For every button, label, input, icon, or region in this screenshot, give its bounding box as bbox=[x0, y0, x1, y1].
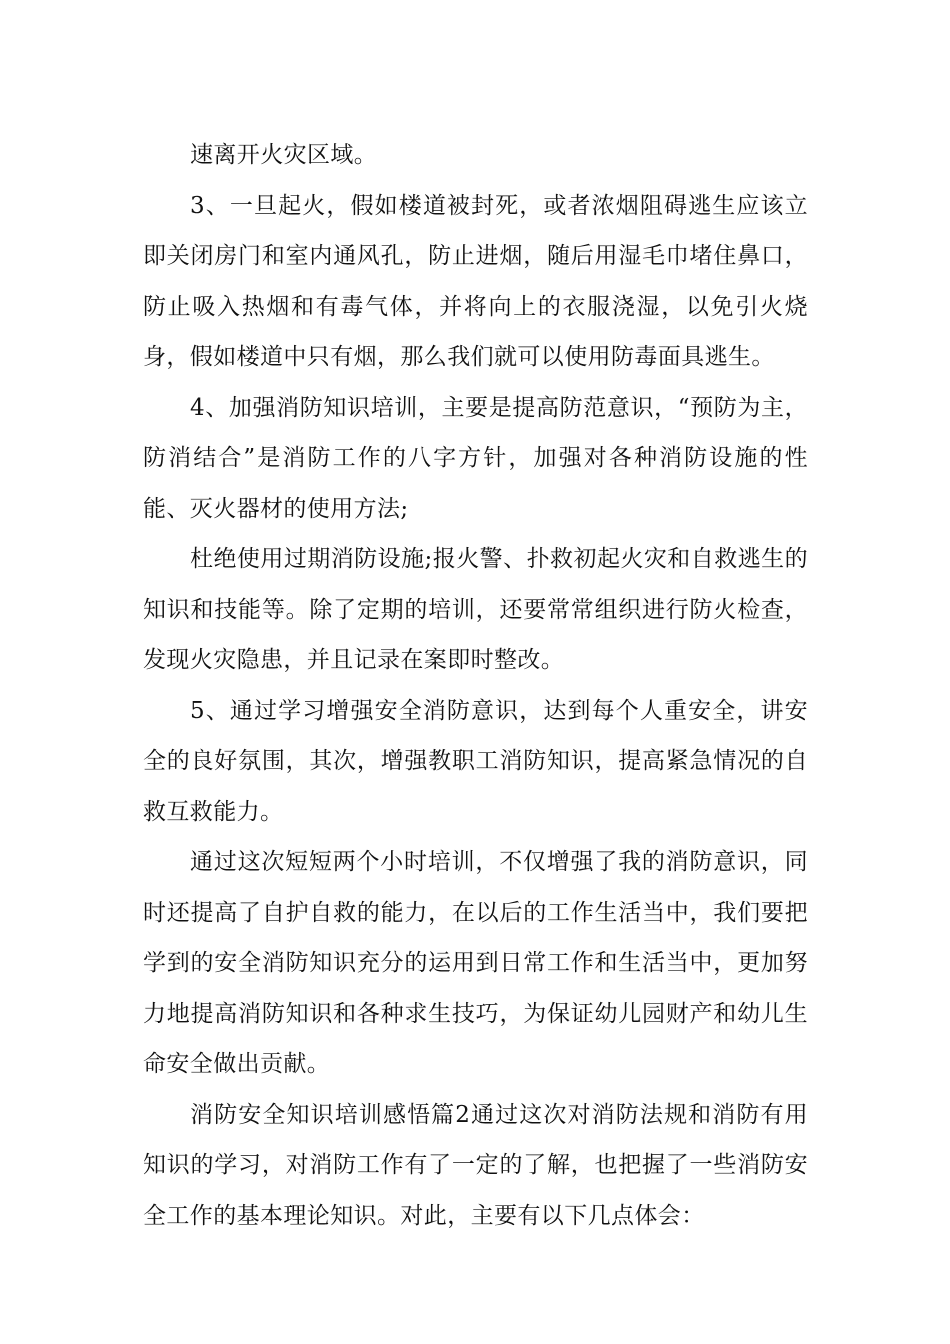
paragraph-eliminate-expired: 杜绝使用过期消防设施;报火警、扑救初起火灾和自救逃生的知识和技能等。除了定期的培训，还要常常组织进行防火检查，发现火灾隐患，并且记录在案即时整改。 bbox=[143, 546, 808, 673]
paragraph-item-3: 3、一旦起火，假如楼道被封死，或者浓烟阻碍逃生应该立即关闭房门和室内通风孔，防止进烟，随后用湿毛巾堵住鼻口，防止吸入热烟和有毒气体，并将向上的衣服浇湿，以免引火烧身，假如楼道中只有烟，那么我们就可以使用防毒面具逃生。 bbox=[143, 192, 808, 370]
paragraph-article-2-intro: 消防安全知识培训感悟篇2通过这次对消防法规和消防有用知识的学习，对消防工作有了一定的了解，也把握了一些消防安全工作的基本理论知识。对此，主要有以下几点体会： bbox=[143, 1101, 808, 1229]
paragraph-item-5: 5、通过学习增强安全消防意识，达到每个人重安全，讲安全的良好氛围，其次，增强教职工消防知识，提高紧急情况的自救互救能力。 bbox=[143, 697, 808, 825]
paragraph-summary: 通过这次短短两个小时培训，不仅增强了我的消防意识，同时还提高了自护自救的能力，在以后的工作生活当中，我们要把学到的安全消防知识充分的运用到日常工作和生活当中，更加努力地提高消防知识和各种求生技巧，为保证幼儿园财产和幼儿生命安全做出贡献。 bbox=[143, 849, 808, 1077]
paragraph-item-4: 4、加强消防知识培训，主要是提高防范意识，“预防为主，防消结合”是消防工作的八字方针，加强对各种消防设施的性能、灭火器材的使用方法; bbox=[143, 394, 808, 522]
document-body bbox=[143, 130, 808, 1241]
paragraph-fire-area: 速离开火灾区域。 bbox=[190, 142, 378, 168]
